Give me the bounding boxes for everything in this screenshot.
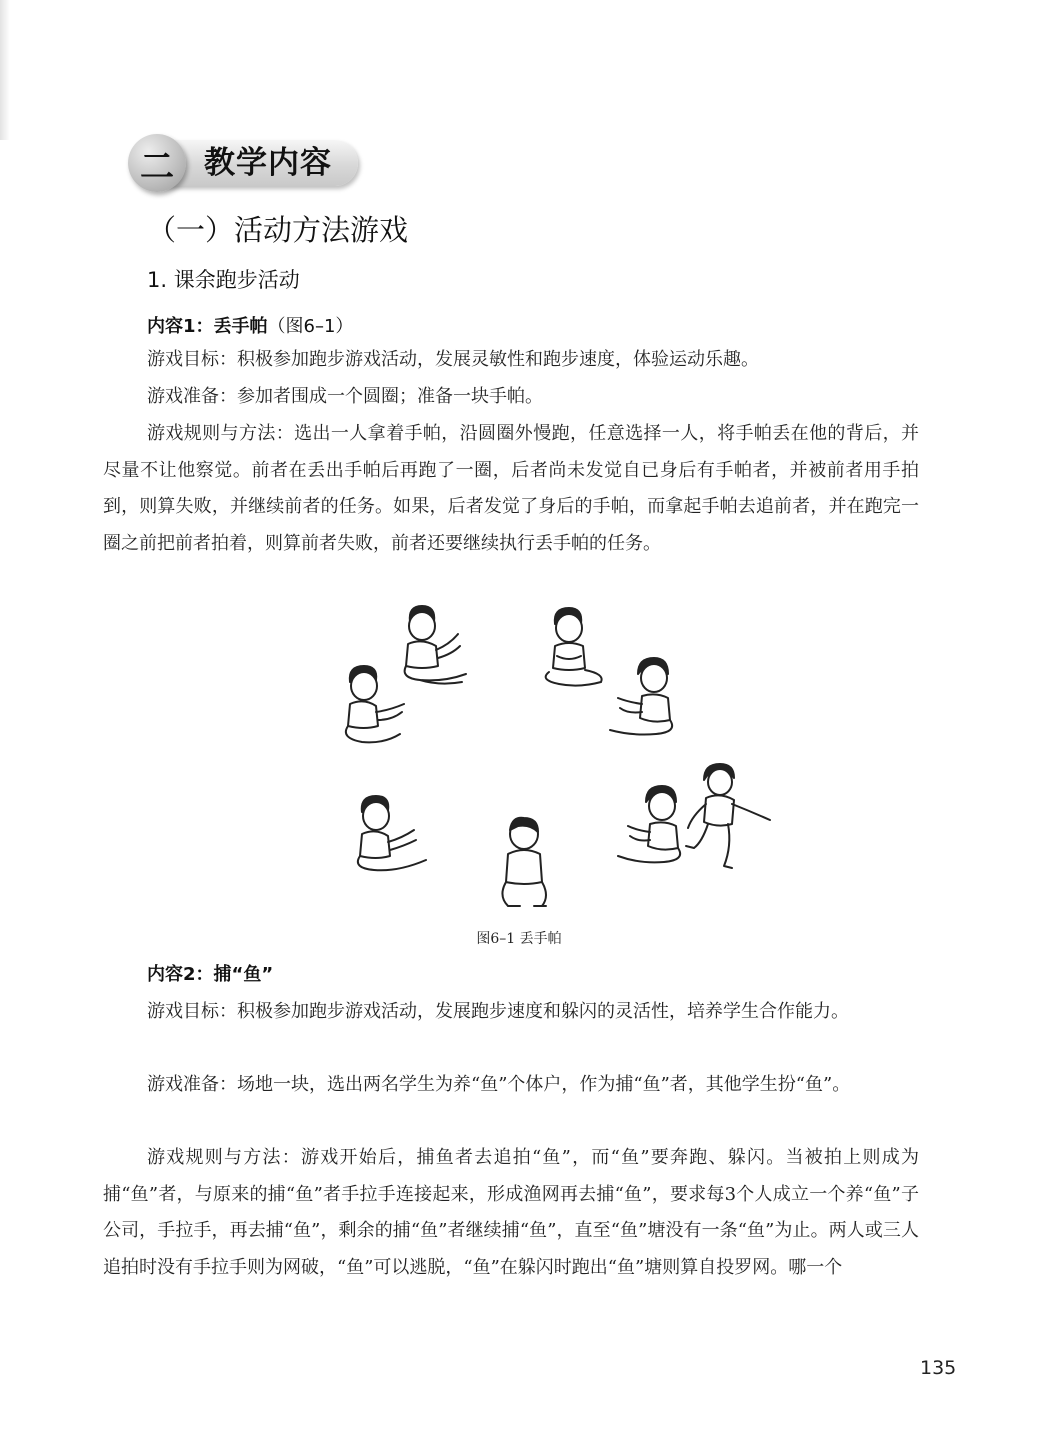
page-number: 135: [920, 1357, 957, 1379]
content1-preparation: 游戏准备：参加者围成一个圆圈；准备一块手帕。: [147, 386, 543, 407]
chapter-number-badge: 二: [128, 134, 186, 192]
content1-rules: 游戏规则与方法：选出一人拿着手帕，沿圆圈外慢跑，任意选择一人，将手帕丢在他的背后，并尽量不让他察觉。前者在丢出手帕后再跑了一圈，后者尚未发觉自已身后有手帕者，并被前者用手拍到，则算失败，并继续前者的任务。如果，后者发觉了身后的手帕，而拿起手帕去追前者，并在跑完一圈之前把前者拍着，则算前者失败，前者还要继续执行丢手帕的任务。: [103, 423, 919, 554]
content1-figure-ref: （图6–1）: [267, 316, 354, 337]
child-figure: [686, 764, 770, 868]
section-title: （一）活动方法游戏: [147, 213, 409, 247]
book-spine-shadow: [0, 0, 10, 140]
child-figure: [358, 796, 426, 870]
content2-goal: 游戏目标：积极参加跑步游戏活动，发展跑步速度和躲闪的灵活性，培养学生合作能力。: [147, 1001, 849, 1022]
content2-rules: 游戏规则与方法：游戏开始后，捕鱼者去追拍“鱼”，而“鱼”要奔跑、躲闪。当被拍上则成为捕“鱼”者，与原来的捕“鱼”者手拉手连接起来，形成渔网再去捕“鱼”，要求每3个人成立一个养“鱼”子公司，手拉手，再去捕“鱼”，剩余的捕“鱼”者继续捕“鱼”，直至“鱼”塘没有一条“鱼”为止。两人或三人追拍时没有手拉手则为网破，“鱼”可以逃脱，“鱼”在躲闪时跑出“鱼”塘则算自投罗网。哪一个: [103, 1147, 919, 1278]
content1-label: 内容1：丢手帕: [147, 316, 268, 337]
content2-heading: [147, 960, 273, 990]
subsection-title: 1. 课余跑步活动: [147, 268, 300, 292]
child-figure: [618, 786, 680, 862]
child-figure: [346, 666, 404, 742]
figure-handkerchief-game: [330, 598, 790, 928]
child-figure: [546, 608, 602, 686]
figure-caption: 图6–1 丢手帕: [476, 931, 562, 947]
content2-preparation: 游戏准备：场地一块，选出两名学生为养“鱼”个体户，作为捕“鱼”者，其他学生扮“鱼”。: [147, 1074, 851, 1095]
content1-heading: [147, 312, 353, 342]
chapter-title: 教学内容: [204, 145, 332, 181]
child-figure: [502, 818, 546, 906]
content2-label: 内容2：捕“鱼”: [147, 964, 274, 985]
child-figure: [405, 606, 466, 684]
content1-goal: 游戏目标：积极参加跑步游戏活动，发展灵敏性和跑步速度，体验运动乐趣。: [147, 349, 759, 370]
chapter-heading: [128, 134, 360, 192]
child-figure: [610, 658, 672, 735]
